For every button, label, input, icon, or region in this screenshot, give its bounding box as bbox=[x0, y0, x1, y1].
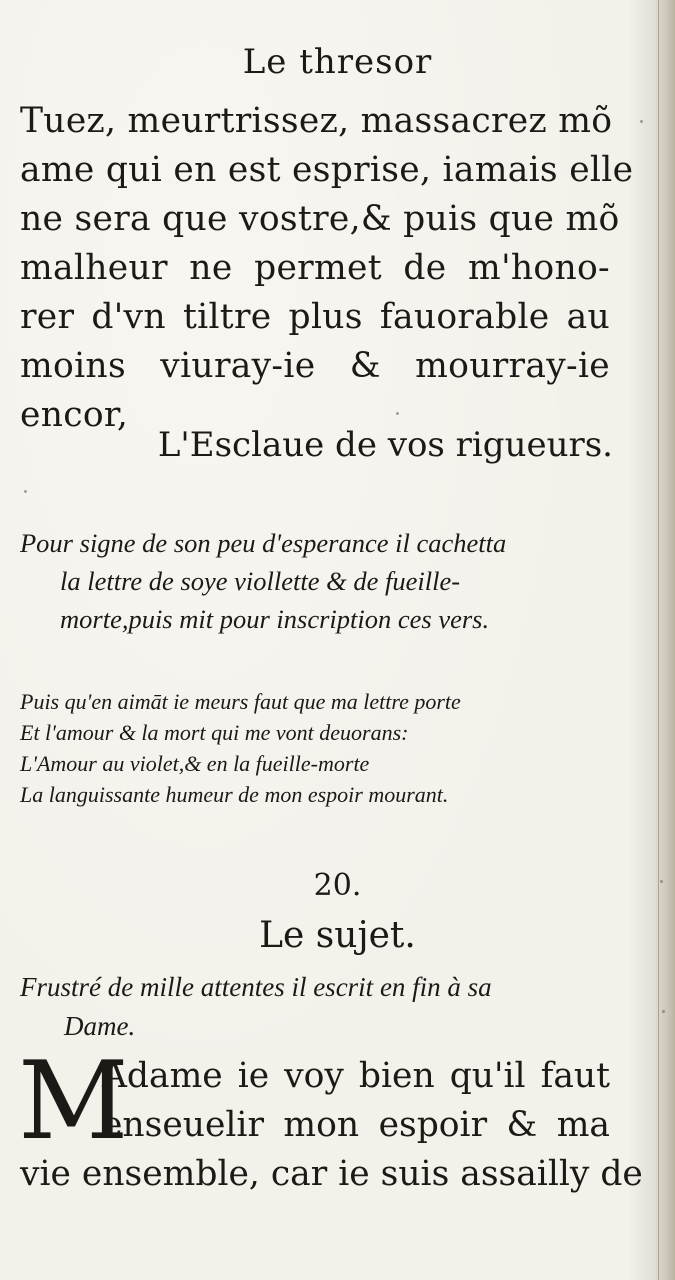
paper-speck bbox=[662, 1010, 665, 1013]
verse-inscription bbox=[20, 686, 620, 810]
verse-line: L'Amour au violet,& en la fueille-morte bbox=[20, 751, 370, 776]
letter-end-text bbox=[20, 97, 634, 440]
text-line: vie ensemble, car ie suis assailly de bbox=[20, 1154, 643, 1194]
text-line: ame qui en est esprise, iamais elle bbox=[20, 150, 634, 190]
section-title: Le sujet. bbox=[259, 915, 416, 956]
running-title: Le thresor bbox=[242, 42, 433, 82]
text-line: malheur ne permet de m'hono- bbox=[20, 248, 610, 288]
paper-speck bbox=[396, 412, 399, 415]
text-line: Frustré de mille attentes il escrit en fin à sa bbox=[20, 972, 492, 1002]
text-line: rer d'vn tiltre plus fauorable au bbox=[20, 297, 610, 337]
page-gutter bbox=[658, 0, 675, 1280]
signature: L'Esclaue de vos rigueurs. bbox=[157, 425, 613, 465]
text-line: Tuez, meurtrissez, massacrez mõ bbox=[20, 101, 613, 141]
section-summary bbox=[20, 968, 620, 1046]
text-line: ne sera que vostre,& puis que mõ bbox=[20, 199, 620, 239]
text-line: encor, bbox=[20, 395, 129, 435]
letter-body bbox=[18, 1039, 643, 1199]
paper-speck bbox=[660, 880, 663, 883]
drop-capital: M bbox=[18, 1039, 129, 1164]
text-line: Dame. bbox=[64, 1011, 136, 1041]
text-line: la lettre de soye viollette & de fueille- bbox=[60, 566, 461, 596]
verse-line: Et l'amour & la mort qui me vont deuorans: bbox=[20, 720, 409, 745]
paper-speck bbox=[640, 120, 643, 123]
verse-line: Puis qu'en aimāt ie meurs faut que ma lettre porte bbox=[20, 689, 461, 714]
seal-description bbox=[20, 524, 620, 638]
verse-line: La languissante humeur de mon espoir mourant. bbox=[20, 782, 449, 807]
text-line: Pour signe de son peu d'esperance il cachetta bbox=[20, 528, 507, 558]
text-line: enseuelir mon espoir & ma bbox=[102, 1105, 610, 1145]
text-line: moins viuray-ie & mourray-ie bbox=[20, 346, 610, 386]
paper-speck bbox=[24, 490, 27, 493]
section-number: 20. bbox=[313, 868, 362, 903]
text-line: morte,puis mit pour inscription ces vers. bbox=[60, 604, 490, 634]
text-line: Adame ie voy bien qu'il faut bbox=[102, 1056, 610, 1096]
